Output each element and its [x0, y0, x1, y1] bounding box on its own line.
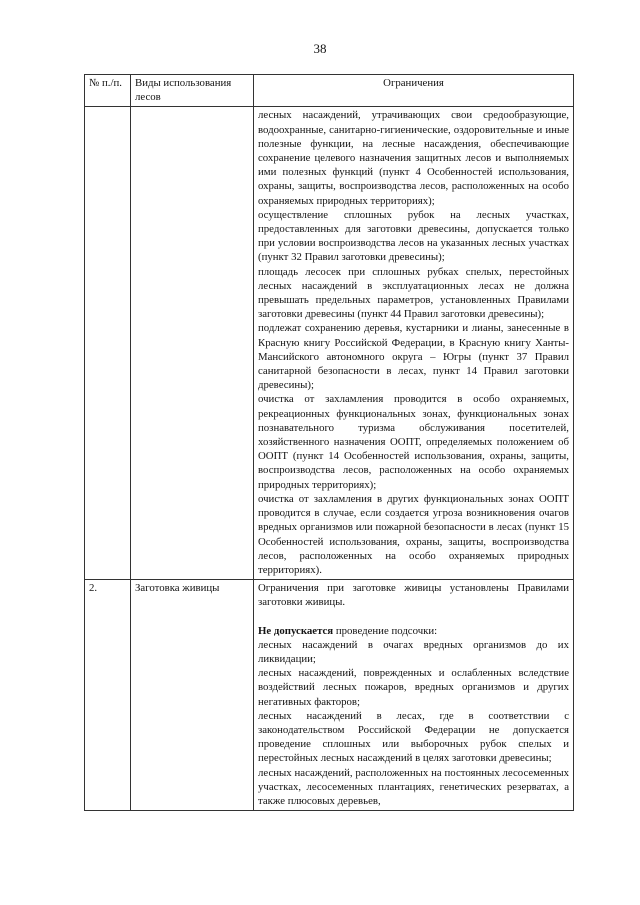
- restriction-paragraph: лесных насаждений, утрачивающих свои средообразующие, водоохранные, санитарно-гигиенические, оздоровительные и иные полезные функции, на лесные насаждения, обеспечивающие сохранение целевого назначения защитных лесов и выполняемых ими полезных функций (пункт 4 Особенностей использования, охраны, защиты, воспроизводства лесов, расположенных на особо охраняемых природных территориях);: [258, 109, 569, 207]
- row-number-cell: [85, 107, 131, 580]
- restriction-paragraph: подлежат сохранению деревья, кустарники и лианы, занесенные в Красную книгу Российской Федерации, в Красную книгу Ханты-Мансийского автономного округа – Югры (пункт 37 Правил санитарной безопасности в лесах, пункт 14 Правил заготовки древесины);: [258, 322, 569, 392]
- table-row-continuation: [85, 107, 574, 580]
- header-restrictions: Ограничения: [254, 75, 574, 107]
- restriction-paragraph: лесных насаждений в очагах вредных организмов до их ликвидации;: [258, 638, 569, 665]
- paragraph-gap: [258, 610, 569, 624]
- header-number: № п./п.: [85, 75, 131, 107]
- row-number-cell: 2.: [85, 580, 131, 811]
- table-row-resin-harvesting: [85, 580, 574, 811]
- restrictions-table: [84, 74, 574, 811]
- restriction-lead: [258, 624, 569, 638]
- table-header-row: [85, 75, 574, 107]
- header-usage-type: Виды использования лесов: [131, 75, 254, 107]
- usage-type-cell: Заготовка живицы: [131, 580, 254, 811]
- restriction-intro: Ограничения при заготовке живицы установлены Правилами заготовки живицы.: [258, 582, 569, 609]
- restrictions-cell: [254, 107, 574, 580]
- restriction-paragraph: очистка от захламления в других функциональных зонах ООПТ проводится в случае, если создается угроза возникновения очагов вредных организмов или пожарной безопасности в лесах (пункт 15 Особенностей использования, охраны, защиты, воспроизводства лесов, расположенных на особо охраняемых природных территориях).: [258, 492, 569, 576]
- restrictions-cell: [254, 580, 574, 811]
- restriction-paragraph: лесных насаждений, поврежденных и ослабленных вследствие воздействий лесных пожаров, вредных организмов и других негативных факторов;: [258, 667, 569, 708]
- restriction-paragraph: площадь лесосек при сплошных рубках спелых, перестойных лесных насаждений в эксплуатационных лесах не должна превышать предельных параметров, установленных Правилами заготовки древесины (пункт 44 Правил заготовки древесины);: [258, 265, 569, 321]
- restriction-paragraph: лесных насаждений, расположенных на постоянных лесосеменных участках, лесосеменных плантациях, генетических резерватах, а также плюсовых деревьев,: [258, 766, 569, 807]
- usage-type-cell: [131, 107, 254, 580]
- page-number: 38: [313, 41, 327, 56]
- restriction-paragraph: осуществление сплошных рубок на лесных участках, предоставленных для заготовки древесины, допускается только при условии воспроизводства лесов на указанных лесных участках (пункт 32 Правил заготовки древесины);: [258, 208, 569, 264]
- restriction-paragraph: лесных насаждений в лесах, где в соответствии с законодательством Российской Федерации не допускается проведение сплошных или выборочных рубок спелых и перестойных лесных насаждений в целях заготовки древесины;: [258, 709, 569, 765]
- restriction-paragraph: очистка от захламления проводится в особо охраняемых, рекреационных функциональных зонах, функциональных зонах познавательного туризма обслуживания посетителей, хозяйственного назначения ООПТ, определяемых положением об ООПТ (пункт 14 Особенностей использования, охраны, защиты, воспроизводства лесов, расположенных на особо охраняемых природных территориях);: [258, 393, 569, 491]
- restriction-lead-text: проведение подсочки:: [333, 624, 438, 637]
- restriction-lead-bold: Не допускается: [258, 624, 334, 637]
